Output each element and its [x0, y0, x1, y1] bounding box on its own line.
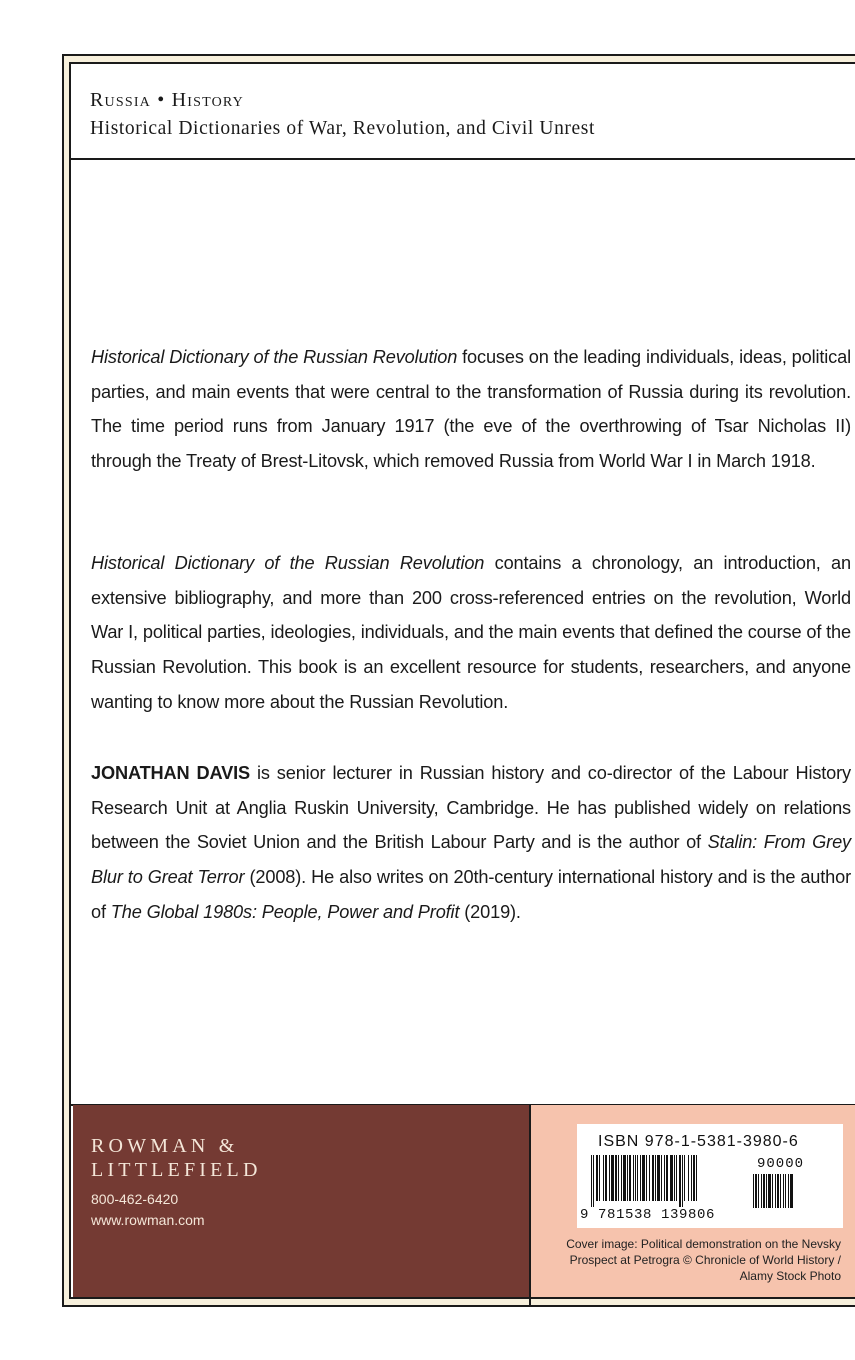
publisher-panel [73, 1105, 529, 1297]
barcode-panel [531, 1105, 855, 1297]
ean-barcode [591, 1155, 741, 1207]
ean-digits: 9 781538 139806 [580, 1207, 716, 1223]
publisher-phone: 800-462-6420 [91, 1191, 179, 1207]
price-code: 90000 [757, 1156, 805, 1172]
addon-barcode [753, 1174, 833, 1214]
cover-credit: Cover image: Political demonstration on the Nevsky Prospect at Petrogra © Chronicle of World History / Alamy Stock Photo [566, 1237, 841, 1283]
category-separator: • [157, 89, 166, 111]
category-line [90, 89, 244, 112]
author-bio-text: (2019). [459, 901, 521, 922]
book-title: Historical Dictionary of the Russian Revolution [91, 347, 458, 367]
description-paragraph-2 [91, 546, 851, 720]
publisher-logo-line-1: ROWMAN & [91, 1135, 239, 1157]
author-name: JONATHAN DAVIS [91, 763, 250, 783]
author-book-2: The Global 1980s: People, Power and Profit [110, 901, 460, 922]
category-history: History [171, 89, 244, 111]
isbn-number: ISBN 978-1-5381-3980-6 [598, 1133, 799, 1150]
book-title: Historical Dictionary of the Russian Revolution [91, 553, 485, 573]
publisher-website: www.rowman.com [91, 1212, 205, 1228]
author-bio [91, 756, 851, 930]
publisher-logo-line-2: LITTLEFIELD [91, 1159, 262, 1181]
description-text: focuses on the leading individuals, ideas, political parties, and main events that were central to the transformation of Russia during its revolution. The time period runs from January 1917 (the eve of the overthrowing of Tsar Nicholas II) through the Treaty of Brest-Litovsk, which removed Russia from World War I in March 1918. [91, 347, 851, 472]
author-bio-text: (2008). He also writes on 20th-century international history and is the author of [91, 867, 852, 922]
category-russia: Russia [90, 89, 151, 111]
barcode-label [577, 1124, 843, 1228]
author-book-1: Stalin: From Grey Blur to Great Terror [91, 832, 851, 888]
author-bio-text: is senior lecturer in Russian history and co-director of the Labour History Research Unit at Anglia Ruskin University, Cambridge. He has published widely on relations between the Soviet Union and the British Labour Party and is the author of [91, 763, 851, 853]
description-text: contains a chronology, an introduction, an extensive bibliography, and more than 200 cross-referenced entries on the revolution, World War I, political parties, ideologies, individuals, and the main events that defined the course of the Russian Revolution. This book is an excellent resource for students, researchers, and anyone wanting to know more about the Russian Revolution. [91, 553, 851, 712]
series-header [69, 62, 855, 160]
description-paragraph-1 [91, 340, 851, 479]
series-title: Historical Dictionaries of War, Revolution, and Civil Unrest [90, 118, 595, 139]
